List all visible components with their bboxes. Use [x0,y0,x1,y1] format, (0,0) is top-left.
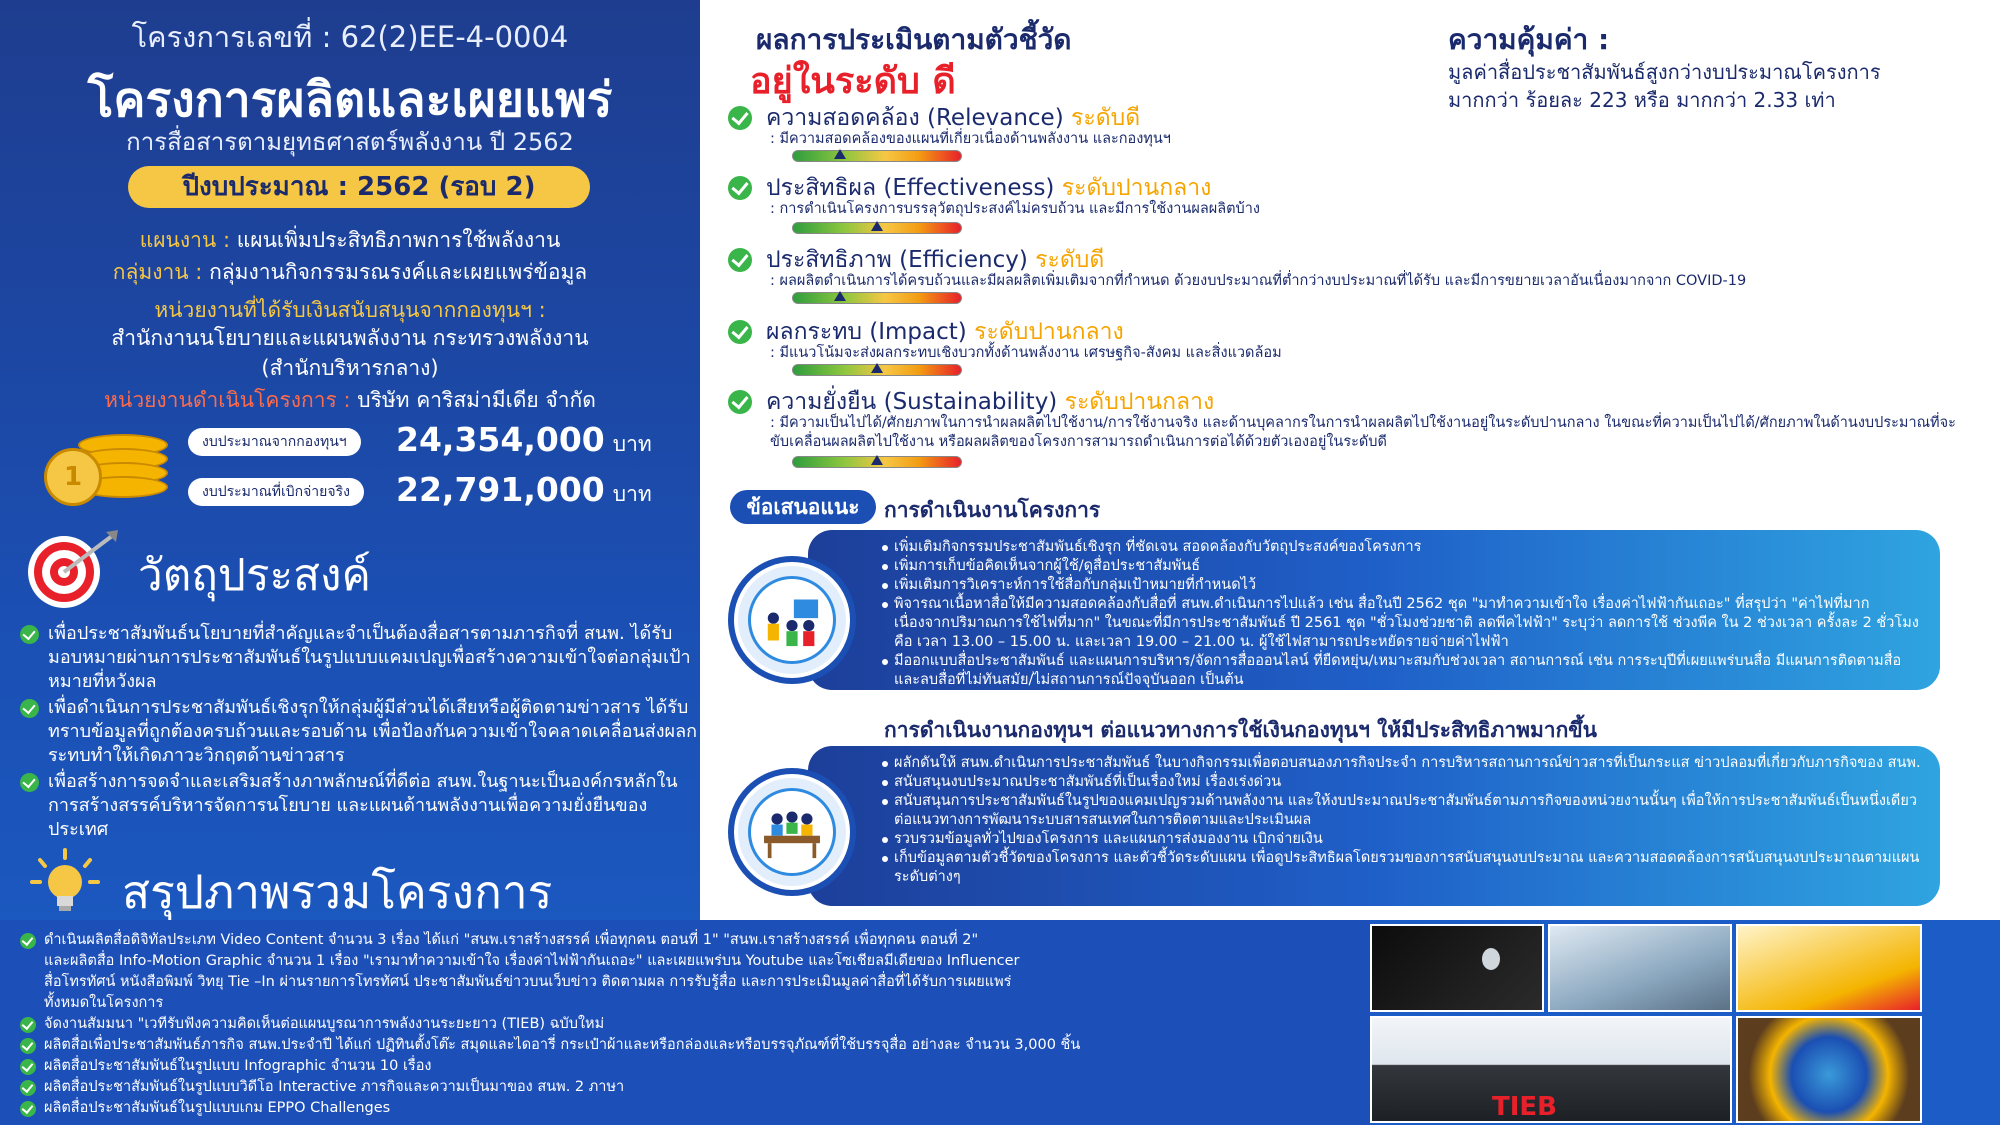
plan-label: แผนงาน : [139,228,231,252]
list-item: ทั้งหมดในโครงการ [44,995,164,1011]
gauge-marker [834,291,846,301]
criterion-level: ระดับดี [1035,247,1105,273]
group-label: กลุ่มงาน : [112,260,203,284]
check-icon [728,106,752,130]
budget-spent-label: งบประมาณที่เบิกจ่ายจริง [188,478,364,506]
list-item: เพิ่มการเก็บข้อคิดเห็นจากผู้ใช้/ดูสื่อประชาสัมพันธ์ [882,557,1922,576]
check-icon [728,176,752,200]
evaluation-title: ผลการประเมินตามตัวชี้วัด [756,23,1072,56]
target-icon [22,530,122,610]
list-item: สื่อโทรทัศน์ หนังสือพิมพ์ วิทยุ Tie –In ผ่านรายการโทรทัศน์ ประชาสัมพันธ์ข่าวบนเว็บข่าว ติดตามผล การรับรู้สื่อ และการประเมินมูลค่าสื่อที่ได้รับการเผยแพร่ [44,974,1012,990]
check-icon [20,699,39,718]
funded-value-1: สำนักงานนโยบายและแผนพลังงาน กระทรวงพลังงาน [111,326,589,350]
operator-row [0,384,700,417]
summary-heading: สรุปภาพรวมโครงการ [122,865,553,919]
criterion-effectiveness [728,170,1958,234]
budget-spent-value: 22,791,000 [396,470,605,509]
budget-spent-row [396,470,652,511]
lightbulb-icon [30,848,100,918]
criterion-desc: : ผลผลิตดำเนินการได้ครบถ้วนและมีผลผลิตเพิ่มเติมจากที่กำหนด ด้วยงบประมาณที่ต่ำกว่างบประมาณที่ได้รับ และมีการขยายเวลาอันเนื่องมากจาก COVID-19 [770,273,1747,289]
criterion-impact [728,314,1958,378]
objective-list [20,622,700,844]
criterion-level: ระดับปานกลาง [1061,175,1212,201]
list-item: จัดงานสัมมนา "เวทีรับฟังความคิดเห็นต่อแผนบูรณาการพลังงานระยะยาว (TIEB) ฉบับใหม่ [20,1014,1360,1035]
budget-fund-label: งบประมาณจากกองทุนฯ [188,428,361,456]
suggestion-panel-1 [808,530,1940,690]
suggestion-badge: ข้อเสนอแนะ [730,490,876,524]
list-item: เพิ่มเติมการวิเคราะห์การใช้สื่อกับกลุ่มเป้าหมายที่กำหนดไว้ [882,576,1922,595]
worth-title: ความคุ้มค่า : [1448,23,1610,56]
criterion-level: ระดับปานกลาง [1064,389,1215,415]
objective-heading: วัตถุประสงค์ [138,550,371,601]
criterion-name: ประสิทธิภาพ (Efficiency) [766,247,1028,273]
project-title: โครงการผลิตและเผยแพร่ [87,72,613,128]
suggestion-list-1 [882,538,1922,690]
criterion-relevance [728,100,1958,164]
meeting-table-illustration-icon [728,768,856,896]
list-item: และผลิตสื่อ Info-Motion Graphic จำนวน 1 เรื่อง "เรามาทำความเข้าใจ เรื่องค่าไฟฟ้ากันเถอะ" และเผยแพร่บน Youtube และโซเชียลมีเดียของ Influencer [44,953,1020,969]
check-icon [20,1017,36,1033]
criterion-name: ความยั่งยืน (Sustainability) [766,389,1058,415]
check-icon [20,1038,36,1054]
check-icon [20,625,39,644]
operator-value: บริษัท คาริสม่ามีเดีย จำกัด [357,388,596,412]
criterion-level: ระดับดี [1070,105,1141,131]
criterion-name: ผลกระทบ (Impact) [766,319,967,345]
photo-cartoon-poster [1736,924,1922,1012]
criterion-desc: : มีความสอดคล้องของแผนที่เกี่ยวเนื่องด้านพลังงาน และกองทุนฯ [770,131,1171,147]
suggestion-section1-title: การดำเนินงานโครงการ [884,498,1101,522]
suggestion-section2-title: การดำเนินงานกองทุนฯ ต่อแนวทางการใช้เงินกองทุนฯ ให้มีประสิทธิภาพมากขึ้น [884,718,1598,742]
list-item: สนับสนุนการประชาสัมพันธ์ในรูปของแคมเปญรวมด้านพลังงาน และให้งบประมาณประชาสัมพันธ์ตามภารกิจของหน่วยงานนั้นๆ เพื่อให้การประชาสัมพันธ์เป็นหนึ่งเดียวต่อแนวทางการพัฒนาระบบสารสนเทศในการติดตามและประเมินผล [882,792,1922,830]
score-gauge [792,364,962,376]
budget-fund-row [396,420,652,461]
suggestion-list-2 [882,754,1922,887]
photo-collage [1370,920,2000,1125]
tieb-caption: TIEB [1492,1092,1557,1122]
list-item: มีออกแบบสื่อประชาสัมพันธ์ และแผนการบริหาร/จัดการสื่อออนไลน์ ที่ยืดหยุ่น/เหมาะสมกับช่วงเวลา สถานการณ์ เช่น การระบุปีที่เผยแพร่บนสื่อ มีแผนการติดตามสื่อและลบสื่อที่ไม่ทันสมัย/ไม่สถานการณ์ปัจจุบันออก เป็นต้น [882,652,1922,690]
list-item: เพื่อประชาสัมพันธ์นโยบายที่สำคัญและจำเป็นต้องสื่อสารตามภารกิจที่ สนพ. ได้รับมอบหมายผ่านการประชาสัมพันธ์ในรูปแบบแคมเปญเพื่อสร้างความเข้าใจต่อกลุ่มเป้าหมายที่หวังผล [20,622,700,694]
budget-fund-value: 24,354,000 [396,420,605,459]
criterion-name: ความสอดคล้อง (Relevance) [766,105,1064,131]
score-gauge [792,222,962,234]
list-item: ผลิตสื่อประชาสัมพันธ์ในรูปแบบวิดีโอ Interactive ภารกิจและความเป็นมาของ สนพ. 2 ภาษา [20,1077,1360,1098]
criterion-name: ประสิทธิผล (Effectiveness) [766,175,1055,201]
gauge-marker [834,149,846,159]
check-icon [20,1101,36,1117]
list-item: ผลิตสื่อประชาสัมพันธ์ในรูปแบบเกม EPPO Challenges [20,1098,1360,1119]
plan-row [0,224,700,257]
plan-value: แผนเพิ่มประสิทธิภาพการใช้พลังงาน [236,228,561,252]
list-item: เพื่อดำเนินการประชาสัมพันธ์เชิงรุกให้กลุ่มผู้มีส่วนได้เสียหรือผู้ติดตามข่าวสาร ได้รับทราบข้อมูลที่ถูกต้องครบถ้วนและรอบด้าน เพื่อป้องกันความเข้าใจคลาดเคลื่อนส่งผลกระทบทำให้เกิดภาวะวิกฤตด้านข่าวสาร [20,696,700,768]
list-item: เพื่อสร้างการจดจำและเสริมสร้างภาพลักษณ์ที่ดีต่อ สนพ.ในฐานะเป็นองค์กรหลักในการสร้างสรรค์บริหารจัดการนโยบาย และแผนด้านพลังงานเพื่อความยั่งยืนของประเทศ [20,770,700,842]
operator-label: หน่วยงานดำเนินโครงการ : [104,388,351,412]
list-item: เพิ่มเติมกิจกรรมประชาสัมพันธ์เชิงรุก ที่ชัดเจน สอดคล้องกับวัตถุประสงค์ของโครงการ [882,538,1922,557]
criterion-desc: : มีแนวโน้มจะส่งผลกระทบเชิงบวกทั้งด้านพลังงาน เศรษฐกิจ-สังคม และสิ่งแวดล้อม [770,345,1282,361]
gauge-marker [871,221,883,231]
criterion-desc: : มีความเป็นไปได้/ศักยภาพในการนำผลผลิตไปใช้งาน/การใช้งานจริง และด้านบุคลากรในการนำผลผลิตไปใช้งานอยู่ในระดับปานกลาง ในขณะที่ความเป็นไปได้/ศักยภาพในด้านงบประมาณที่จะขับเคลื่อนผลผลิตไปใช้งาน หรือผลผลิตของโครงการสามารถดำเนินการต่อได้ด้วยตัวเองอยู่ในระดับดี [770,415,1956,450]
list-item: ผลิตสื่อเพื่อประชาสัมพันธ์ภารกิจ สนพ.ประจำปี ได้แก่ ปฏิทินตั้งโต๊ะ สมุดและไดอารี่ กระเป๋าผ้าและหรือกล่องและหรือบรรจุภัณฑ์ที่ใช้บรรจุสื่อ อย่างละ จำนวน 3,000 ชิ้น [20,1035,1360,1056]
photo-dark-scene [1370,924,1544,1012]
criterion-level: ระดับปานกลาง [974,319,1124,345]
list-item: เก็บข้อมูลตามตัวชี้วัดของโครงการ และตัวชี้วัดระดับแผน เพื่อดูประสิทธิผลโดยรวมของการสนับสนุนงบประมาณ และความสอดคล้องการสนับสนุนงบประมาณตามแผนระดับต่างๆ [882,849,1922,887]
worth-line-2: มากกว่า ร้อยละ 223 หรือ มากกว่า 2.33 เท่า [1448,88,1836,112]
check-icon [728,248,752,272]
gauge-marker [871,363,883,373]
check-icon [20,933,36,949]
list-item: ผลักดันให้ สนพ.ดำเนินการประชาสัมพันธ์ ในบางกิจกรรมเพื่อตอบสนองภารกิจประจำ การบริหารสถานการณ์ข่าวสารที่เป็นกระแส ข่าวปลอมที่เกี่ยวกับภารกิจของ สนพ. [882,754,1922,773]
budget-spent-unit: บาท [612,482,652,506]
list-item: ดำเนินผลิตสื่อดิจิทัลประเภท Video Content จำนวน 3 เรื่อง ได้แก่ "สนพ.เราสร้างสรรค์ เพื่อทุกคน ตอนที่ 1" "สนพ.เราสร้างสรรค์ เพื่อทุกคน ตอนที่ 2" [20,930,1360,951]
group-row [0,256,700,289]
criterion-desc: : การดำเนินโครงการบรรลุวัตถุประสงค์ไม่ครบถ้วน และมีการใช้งานผลผลิตบ้าง [770,201,1260,217]
evaluation-level: อยู่ในระดับ ดี [750,61,956,102]
group-value: กลุ่มงานกิจกรรมรณรงค์และเผยแพร่ข้อมูล [209,260,588,284]
funded-value-2: (สำนักบริหารกลาง) [261,356,439,380]
budget-fund-unit: บาท [612,432,652,456]
list-item: รวบรวมข้อมูลทั่วไปของโครงการ และแผนการส่งมองงาน เบิกจ่ายเงิน [882,830,1922,849]
worth-line-1: มูลค่าสื่อประชาสัมพันธ์สูงกว่างบประมาณโครงการ [1448,60,1881,84]
score-gauge [792,292,962,304]
photo-tieb-seminar [1370,1016,1732,1123]
criterion-sustainability [728,384,1958,474]
criterion-efficiency [728,242,1958,306]
project-subtitle: การสื่อสารตามยุทธศาสตร์พลังงาน ปี 2562 [126,128,574,156]
score-gauge [792,456,962,468]
summary-list [20,930,1360,1119]
check-icon [20,773,39,792]
list-item: สนับสนุนงบประมาณประชาสัมพันธ์ที่เป็นเรื่องใหม่ เรื่องเร่งด่วน [882,773,1922,792]
fiscal-year-badge: ปีงบประมาณ : 2562 (รอบ 2) [128,166,590,208]
check-icon [728,390,752,414]
gauge-marker [871,455,883,465]
meeting-illustration-icon [728,556,856,684]
check-icon [20,1080,36,1096]
check-icon [728,320,752,344]
check-icon [20,1059,36,1075]
project-number: โครงการเลขที่ : 62(2)EE-4-0004 [131,20,569,54]
photo-power-line [1548,924,1732,1012]
photo-globe-display [1736,1016,1922,1123]
funded-label: หน่วยงานที่ได้รับเงินสนับสนุนจากกองทุนฯ : [154,298,546,322]
suggestion-panel-2 [808,746,1940,906]
coins-icon: 1 [44,426,174,506]
score-gauge [792,150,962,162]
list-item: ผลิตสื่อประชาสัมพันธ์ในรูปแบบ Infographic จำนวน 10 เรื่อง [20,1056,1360,1077]
list-item: พิจารณาเนื้อหาสื่อให้มีความสอดคล้องกับสื่อที่ สนพ.ดำเนินการไปแล้ว เช่น สื่อในปี 2562 ชุด "มาทำความเข้าใจ เรื่องค่าไฟฟ้ากันเถอะ" ที่สรุปว่า "ค่าไฟที่มาก เนื่องจากปริมาณการใช้ไฟที่มาก" ในขณะที่มีการประชาสัมพันธ์ ปี 2561 ชุด "ชั่วโมงช่วยชาติ ลดพีคไฟฟ้า" ระบุว่า ลดการใช้ ช่วงพีค ใน 2 ช่วงเวลา ครั้งละ 2 ชั่วโมง คือ เวลา 13.00 – 15.00 น. และเวลา 19.00 – 21.00 น. ผู้ใช้ไฟสามารถประหยัดรายจ่ายค่าไฟฟ้า [882,595,1922,652]
